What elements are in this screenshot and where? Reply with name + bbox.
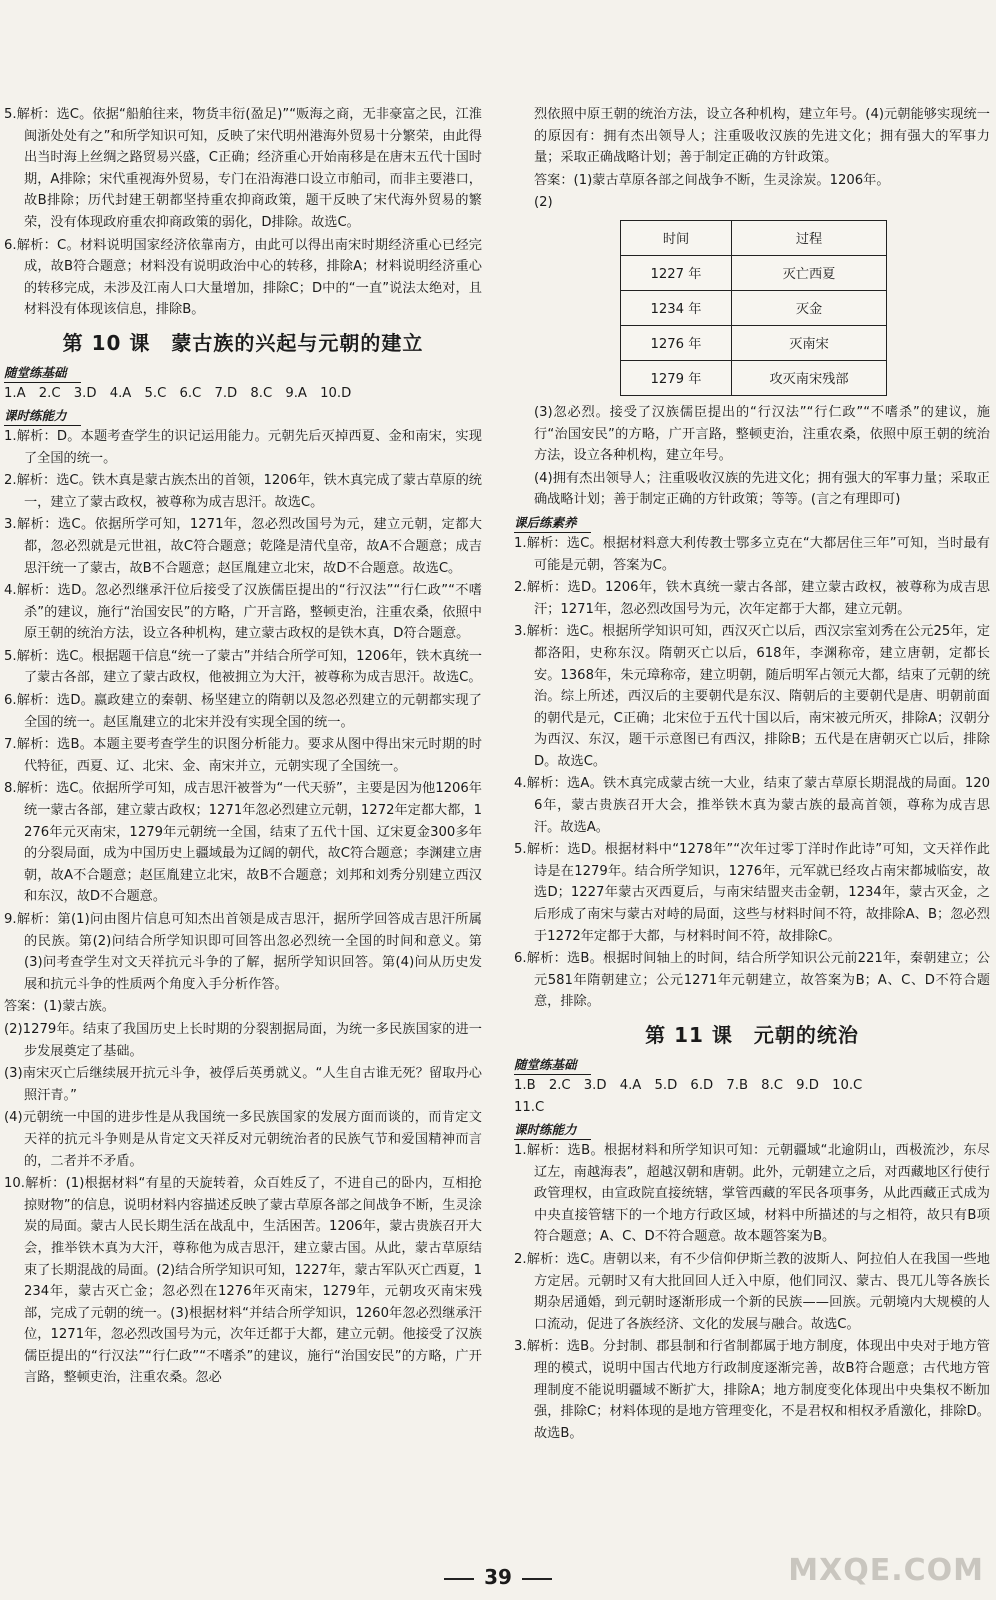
answer-text: 答案：(1)蒙古草原各部之间战争不断，生灵涂炭。1206年。 [534, 172, 890, 188]
table-cell: 攻灭南宋残部 [732, 360, 887, 395]
section-tag: 课时练能力 [514, 1121, 591, 1140]
section-tag: 课后练素养 [514, 514, 591, 533]
section-tag: 课时练能力 [4, 407, 81, 426]
table-row [621, 255, 887, 290]
answer-paragraph: 2.解析：选C。铁木真是蒙古族杰出的首领，1206年，铁木真完成了蒙古草原的统一，建立了蒙古政权，被尊称为成吉思汗。故选C。 [4, 473, 482, 510]
answer-key: 1.A 2.C 3.D 4.A 5.C 6.C 7.D 8.C 9.A 10.D [4, 385, 352, 401]
answer-paragraph: 6.解析：选D。嬴政建立的秦朝、杨坚建立的隋朝以及忽必烈建立的元朝都实现了全国的统一。赵匡胤建立的北宋并没有实现全国的统一。 [4, 693, 482, 730]
answer-paragraph: 1.解析：D。本题考查学生的识记运用能力。元朝先后灭掉西夏、金和南宋，实现了全国的统一。 [4, 428, 482, 466]
left-column [4, 104, 482, 1390]
answer-text: (4)拥有杰出领导人；注重吸收汉族的先进文化；拥有强大的军事力量；采取正确战略计划；善于制定正确的方针政策；等等。(言之有理即可) [534, 470, 990, 508]
answer-paragraph: 4.解析：选A。铁木真完成蒙古统一大业，结束了蒙古草原长期混战的局面。1206年，蒙古贵族召开大会，推举铁木真为蒙古族的最高首领，尊称为成吉思汗。故选A。 [514, 776, 990, 835]
table-cell: 1276 年 [621, 325, 732, 360]
table-cell: 1279 年 [621, 360, 732, 395]
lesson-10-title: 第 10 课 蒙古族的兴起与元朝的建立 [62, 330, 424, 355]
answer-key: 11.C [514, 1100, 545, 1115]
answer-paragraph: 3.解析：选B。分封制、郡县制和行省制都属于地方制度，体现出中央对于地方管理的模式，说明中国古代地方行政制度逐渐完善，故B符合题意；古代地方管理制度不能说明疆域不断扩大，排除A；地方制度变化体现出中央集权不断加强，排除C；材料体现的是地方管理变化，不是君权和相权矛盾激化，排除D。故选B。 [514, 1339, 990, 1441]
table-cell: 灭金 [732, 290, 887, 325]
answer-paragraph: 10.解析：(1)根据材料“有星的天旋转着，众百姓反了，不进自己的卧内，互相抢掠财物”的信息，说明材料内容描述反映了蒙古草原各部之间战争不断，生灵涂炭的局面。蒙古人民长期生活在战乱中，生活困苦。1206年，蒙古贵族召开大会，推举铁木真为大汗，尊称他为成吉思汗，建立蒙古国。从此，蒙古草原结束了长期混战的局面。(2)结合所学知识可知，1227年，蒙古军队灭亡西夏，1234年，蒙古灭亡金；忽必烈在1276年灭南宋，1279年，元朝攻灭南宋残部，完成了元朝的统一。(3)根据材料“并结合所学知识，1260年忽必烈继承汗位，1271年，忽必烈改国号为元，次年迁都于大都，建立元朝。他接受了汉族儒臣提出的“行汉法”“行仁政”“不嗜杀”的建议，施行“治国安民”的方略，广开言路，整顿吏治，注重农桑。忽必 [4, 1176, 482, 1386]
table-cell: 灭南宋 [732, 325, 887, 360]
answer-paragraph: 1.解析：选C。根据材料意大利传教士鄂多立克在“大都居住三年”可知，当时最有可能是元朝，答案为C。 [514, 535, 990, 573]
answer-paragraph: 6.解析：C。材料说明国家经济依靠南方，由此可以得出南宋时期经济重心已经完成，故B符合题意；材料没有说明政治中心的转移，排除A；材料说明经济重心的转移完成，未涉及江南人口大量增加，排除C；D中的“一直”说法太绝对，且材料没有体现该信息，排除B。 [4, 237, 482, 318]
answer-paragraph: 5.解析：选C。依据“船舶往来，物货丰衍(盈足)”“贩海之商，无非豪富之民，江淮闽浙处处有之”和所学知识可知，反映了宋代明州港海外贸易十分繁荣，由此得出当时海上丝绸之路贸易兴盛，C正确；经济重心开始南移是在唐末五代十国时期，A排除；宋代重视海外贸易，专门在沿海港口设立市舶司，而非主要港口，故B排除；历代封建王朝都坚持重农抑商政策，题干反映了宋代海外贸易的繁荣，没有体现政府重农抑商政策的弱化，D排除。故选C。 [4, 107, 482, 230]
answer-paragraph: 3.解析：选C。根据所学知识可知，西汉灭亡以后，西汉宗室刘秀在公元25年，定都洛阳，史称东汉。隋朝灭亡以后，618年，李渊称帝，建立唐朝，定都长安。1368年，朱元璋称帝，建立明朝，随后明军占领元大都，结束了元朝的统治。综上所述，西汉后的主要朝代是东汉、隋朝后的主要朝代是唐、明朝前面的朝代是元，C正确；北宋位于五代十国以后，南宋被元所灭，排除A；汉朝分为西汉、东汉，题干示意图已有西汉，排除B；五代是在唐朝灭亡以后，排除D。故选C。 [514, 624, 990, 769]
answer-text: (4)元朝统一中国的进步性是从我国统一多民族国家的发展方面而谈的，而肯定文天祥的抗元斗争则是从肯定文天祥反对元朝统治者的民族气节和爱国精神而言的，二者并不矛盾。 [4, 1110, 482, 1169]
answer-key: 1.B 2.C 3.D 4.A 5.D 6.D 7.B 8.C 9.D 10.C [514, 1078, 863, 1093]
timeline-table [620, 220, 887, 396]
table-row [621, 325, 887, 360]
answer-paragraph: 3.解析：选C。依据所学可知，1271年，忽必烈改国号为元，建立元朝，定都大都，忽必烈就是元世祖，故C符合题意；乾隆是清代皇帝，故A不合题意；成吉思汗统一了蒙古，故B不合题意；赵匡胤建立北宋，故D不合题意。故选C。 [4, 517, 482, 576]
answer-paragraph: 2.解析：选C。唐朝以来，有不少信仰伊斯兰教的波斯人、阿拉伯人在我国一些地方定居。元朝时又有大批回回人迁入中原，他们同汉、蒙古、畏兀儿等各族长期杂居通婚，到元朝时逐渐形成一个新的民族——回族。元朝境内大规模的人口流动，促进了各族经济、文化的发展与融合。故选C。 [514, 1251, 990, 1332]
answer-text: (2) [534, 195, 553, 211]
answer-paragraph: 1.解析：选B。根据材料和所学知识可知：元朝疆域“北逾阴山，西极流沙，东尽辽左，南越海表”，超越汉朝和唐朝。此外，元朝建立之后，对西藏地区行使行政管理权，由宣政院直接统辖，掌管西藏的军民各项事务，从此西藏正式成为中央直接管辖下的一个地方行政区域，材料中所描述的与之相符，故只有B项符合题意；A、C、D不符合题意。故本题答案为B。 [514, 1143, 990, 1245]
answer-text: (3)南宋灭亡后继续展开抗元斗争，被俘后英勇就义。“人生自古谁无死？留取丹心照汗青。” [4, 1066, 482, 1103]
watermark-logo: MXQE.COM [788, 1553, 984, 1588]
section-tag: 随堂练基础 [4, 364, 81, 383]
table-row [621, 360, 887, 395]
answer-paragraph: 烈依照中原王朝的统治方法，设立各种机构，建立年号。(4)元朝能够实现统一的原因有：拥有杰出领导人；注重吸收汉族的先进文化；拥有强大的军事力量；采取正确战略计划；善于制定正确的方针政策。 [534, 107, 990, 166]
table-cell: 1227 年 [621, 255, 732, 290]
answer-paragraph: 9.解析：第(1)问由图片信息可知杰出首领是成吉思汗，据所学回答成吉思汗所属的民族。第(2)问结合所学知识即可回答出忽必烈统一全国的时间和意义。第(3)问考查学生对文天祥抗元斗争的了解，据所学知识回答。第(4)问从历史发展和抗元斗争的性质两个角度入手分析作答。 [4, 912, 482, 992]
dash-left [444, 1578, 474, 1580]
answer-paragraph: 6.解析：选B。根据时间轴上的时间，结合所学知识公元前221年，秦朝建立；公元581年隋朝建立；公元1271年元朝建立，故答案为B；A、C、D不符合题意，排除。 [514, 951, 990, 1010]
page-number-text: 39 [484, 1565, 512, 1589]
table-header-process: 过程 [732, 220, 887, 255]
right-column [514, 104, 990, 1445]
answer-paragraph: 2.解析：选D。1206年，铁木真统一蒙古各部，建立蒙古政权，被尊称为成吉思汗；1271年，忽必烈改国号为元，次年定都于大都，建立元朝。 [514, 580, 990, 617]
answer-paragraph: 4.解析：选D。忽必烈继承汗位后接受了汉族儒臣提出的“行汉法”“行仁政”“不嗜杀”的建议，施行“治国安民”的方略，广开言路，整顿吏治，注重农桑，依照中原王朝的统治方法，设立各种机构，建立蒙古政权的是铁木真，D符合题意。 [4, 583, 482, 642]
table-cell: 灭亡西夏 [732, 255, 887, 290]
answer-text: (2)1279年。结束了我国历史上长时期的分裂割据局面，为统一多民族国家的进一步发展奠定了基础。 [4, 1021, 482, 1059]
answer-paragraph: 8.解析：选C。依据所学可知，成吉思汗被誉为“一代天骄”，主要是因为他1206年统一蒙古各部，建立蒙古政权；1271年忽必烈建立元朝，1272年定都大都，1276年元灭南宋，1279年元朝统一全国，结束了五代十国、辽宋夏金300多年的分裂局面，成为中国历史上疆域最为辽阔的朝代，故C符合题意；李渊建立唐朝，故A不合题意；赵匡胤建立北宋，故B不合题意；刘邦和刘秀分别建立西汉和东汉，故D不合题意。 [4, 781, 482, 905]
answer-text: 答案：(1)蒙古族。 [4, 999, 115, 1015]
table-row [621, 290, 887, 325]
section-tag: 随堂练基础 [514, 1056, 591, 1075]
dash-right [522, 1578, 552, 1580]
table-cell: 1234 年 [621, 290, 732, 325]
answer-paragraph: 5.解析：选D。根据材料中“1278年”“次年过零丁洋时作此诗”可知，文天祥作此诗是在1279年。结合所学知识，1276年，元军就已经攻占南宋都城临安，故选D；1227年蒙古灭西夏后，与南宋结盟夹击金朝，1234年，蒙古灭金，之后形成了南宋与蒙古对峙的局面，这些与材料时间不符，故排除A、B；忽必烈于1272年定都于大都，与材料时间不符，故排除C。 [514, 842, 990, 944]
answer-paragraph: 5.解析：选C。根据题干信息“统一了蒙古”并结合所学可知，1206年，铁木真统一了蒙古各部，建立了蒙古政权，他被拥立为大汗，被尊称为成吉思汗。故选C。 [4, 648, 482, 686]
answer-text: (3)忽必烈。接受了汉族儒臣提出的“行汉法”“行仁政”“不嗜杀”的建议，施行“治国安民”的方略，广开言路，整顿吏治，注重农桑，依照中原王朝的统治方法，设立各种机构，建立年号。 [534, 404, 990, 464]
table-header-time: 时间 [621, 220, 732, 255]
lesson-11-title: 第 11 课 元朝的统治 [645, 1023, 859, 1047]
answer-paragraph: 7.解析：选B。本题主要考查学生的识图分析能力。要求从图中得出宋元时期的时代特征，西夏、辽、北宋、金、南宋并立，元朝实现了全国统一。 [4, 737, 482, 774]
